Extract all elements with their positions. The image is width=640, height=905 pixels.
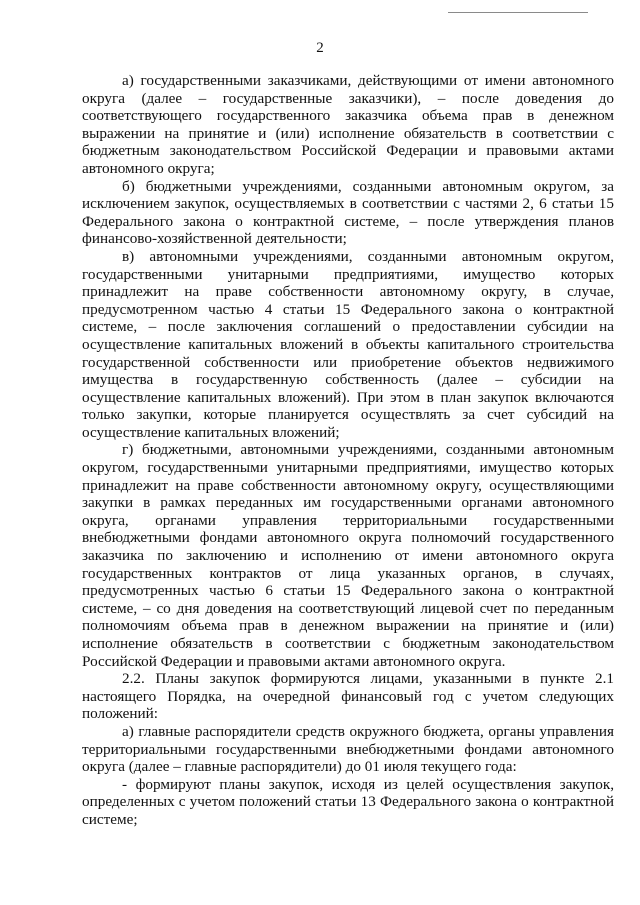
page-number: 2 bbox=[316, 40, 324, 56]
paragraph-a-chief-administrators: а) главные распорядители средств окружного бюджета, органы управления территориальными государственными внебюджетными фондами автономного округа (далее – главные распорядители) до 01 июля текущего года: bbox=[82, 722, 614, 776]
paragraph-2-2-plan-formation: 2.2. Планы закупок формируются лицами, указанными в пункте 2.1 настоящего Порядка, на очередной финансовый год с учетом следующих положений: bbox=[82, 670, 614, 723]
paragraph-a-state-customers: а) государственными заказчиками, действующими от имени автономного округа (далее – государственные заказчики), – после доведения до соответствующего государственного заказчика объема прав в денежном выражении на принятие и (или) исполнение обязательств в соответствии с бюджетным законодательством Российской Федерации и правовыми актами автономного округа; bbox=[82, 72, 614, 177]
document-body bbox=[82, 72, 614, 829]
paragraph-v-autonomous-institutions: в) автономными учреждениями, созданными автономным округом, государственными унитарными предприятиями, имущество которых принадлежит на праве собственности автономному округу, в случае, предусмотренном частью 4 статьи 15 Федерального закона о контрактной системе, – после заключения соглашений о предоставлении субсидии на осуществление капитальных вложений в объекты капитального строительства государственной собственности или приобретение объектов недвижимого имущества в государственную собственность (далее – субсидии на осуществление капитальных вложений). При этом в план закупок включаются только закупки, которые планируется осуществлять за счет субсидий на осуществление капитальных вложений; bbox=[82, 247, 614, 441]
paragraph-g-delegated-powers: г) бюджетными, автономными учреждениями, созданными автономным округом, государственными унитарными предприятиями, имущество которых принадлежит на праве собственности автономному округу, осуществляющими закупки в рамках переданных им государственными органами автономного округа, органами управления территориальными государственными внебюджетными фондами автономного округа полномочий государственного заказчика по заключению и исполнению от имени автономного округа государственных контрактов от лица указанных органов, в случаях, предусмотренных частью 6 статьи 15 Федерального закона о контрактной системе, – со дня доведения на соответствующий лицевой счет по переданным полномочиям объема прав в денежном выражении на принятие и (или) исполнение обязательств в соответствии с бюджетным законодательством Российской Федерации и правовыми актами автономного округа. bbox=[82, 441, 614, 670]
top-edge-line bbox=[448, 12, 588, 13]
paragraph-dash-form-plans: - формируют планы закупок, исходя из целей осуществления закупок, определенных с учетом положений статьи 13 Федерального закона о контрактной системе; bbox=[82, 775, 614, 828]
paragraph-b-budget-institutions: б) бюджетными учреждениями, созданными автономным округом, за исключением закупок, осуществляемых в соответствии с частями 2, 6 статьи 15 Федерального закона о контрактной системе, – после утверждения планов финансово-хозяйственной деятельности; bbox=[82, 177, 614, 248]
